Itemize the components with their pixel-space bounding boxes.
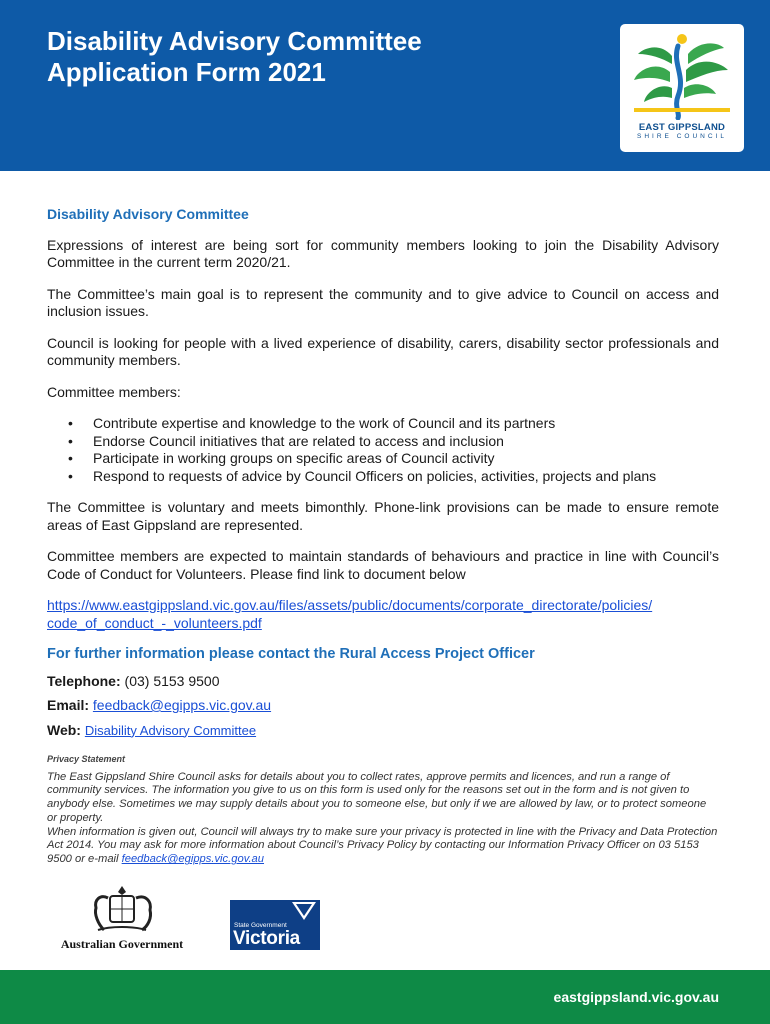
leaf-logo-icon	[620, 24, 744, 120]
member-duties-list	[47, 415, 719, 485]
list-item: • Contribute expertise and knowledge to the work of Council and its partners	[93, 415, 719, 433]
contact-heading: For further information please contact the Rural Access Project Officer	[47, 646, 535, 662]
header-banner	[0, 0, 770, 171]
privacy-email-link[interactable]: feedback@egipps.vic.gov.au	[121, 853, 265, 866]
section-heading: Disability Advisory Committee	[47, 206, 249, 222]
privacy-title: Privacy Statement	[47, 754, 126, 764]
triangle-icon	[230, 900, 320, 922]
vic-small-label: State Government	[234, 922, 287, 929]
web-row: Web: Disability Advisory Committee	[47, 721, 257, 738]
intro-paragraph-2: The Committee’s main goal is to represent the community and to give advice to Council on access and inclusion issues.	[47, 285, 719, 319]
logo-subname: SHIRE COUNCIL	[637, 133, 727, 140]
footer-banner	[0, 970, 770, 1024]
footer-url[interactable]: eastgippsland.vic.gov.au	[553, 989, 719, 1005]
page-title: Disability Advisory Committee Application Form 2021	[47, 26, 422, 87]
list-item: • Endorse Council initiatives that are related to access and inclusion	[93, 433, 719, 451]
web-link[interactable]: Disability Advisory Committee	[84, 722, 257, 738]
privacy-text-1: The East Gippsland Shire Council asks for details about you to collect rates, approve permits and licences, and run a range of community services. The information you give to us on this form is used only for the reasons set out in the form and is not given to anybody else. Sometimes we may supply details about you to someone else, but only if we are allowed by law, or to protect someone or property.	[47, 770, 707, 824]
telephone-row: Telephone: (03) 5153 9500	[47, 672, 220, 689]
australian-government-label: Australian Government	[60, 937, 184, 951]
telephone-value: (03) 5153 9500	[124, 672, 220, 689]
meeting-paragraph: The Committee is voluntary and meets bimonthly. Phone-link provisions can be made to ensure remote areas of East Gippsland are represented.	[47, 499, 719, 533]
intro-paragraph-3: Council is looking for people with a lived experience of disability, carers, disability sector professionals and community members.	[47, 334, 719, 368]
email-row: Email: feedback@egipps.vic.gov.au	[47, 697, 272, 713]
members-label: Committee members:	[47, 383, 181, 400]
logo-name: EAST GIPPSLAND	[638, 122, 726, 133]
coat-of-arms-icon	[54, 884, 190, 936]
australian-government-logo	[54, 884, 190, 954]
privacy-text-2: When information is given out, Council will always try to make sure your privacy is protected in line with the Privacy and Data Protection Act 2014. You may ask for more information about Council’s Privacy Policy by contacting our Information Privacy Officer on 03 5153 9500 or e-mail feedback@egipps.vic.gov.au	[47, 825, 718, 866]
email-link[interactable]: feedback@egipps.vic.gov.au	[92, 697, 272, 713]
east-gippsland-logo	[620, 24, 744, 152]
list-item: • Respond to requests of advice by Council Officers on policies, activities, projects and plans	[93, 468, 719, 486]
main-content	[47, 206, 719, 867]
code-of-conduct-link[interactable]: https://www.eastgippsland.vic.gov.au/files/assets/public/documents/corporate_directorate/policies/ code_of_conduct_-_volunteers.pdf	[47, 597, 653, 631]
intro-paragraph-1: Expressions of interest are being sort for community members looking to join the Disability Advisory Committee in the current term 2020/21.	[47, 236, 719, 270]
victoria-government-logo	[230, 900, 320, 950]
list-item: • Participate in working groups on specific areas of Council activity	[93, 450, 719, 468]
vic-big-label: Victoria	[233, 928, 300, 949]
conduct-paragraph: Committee members are expected to maintain standards of behaviours and practice in line with Council’s Code of Conduct for Volunteers. Please find link to document below	[47, 548, 719, 582]
